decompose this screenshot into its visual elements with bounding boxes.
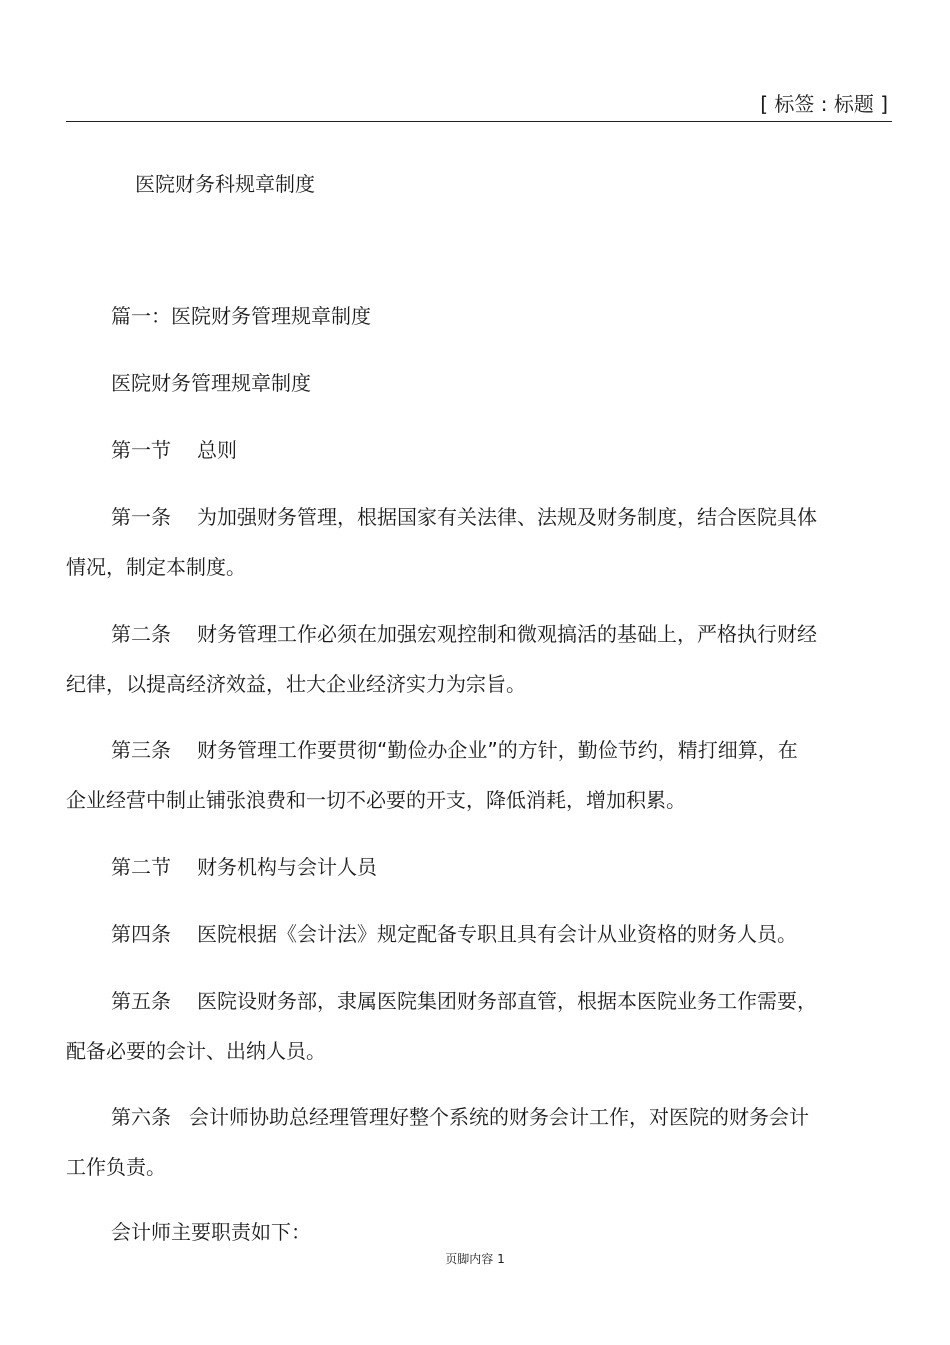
article-text: 财务管理工作要贯彻“勤俭办企业”的方针，勤俭节约，精打细算，在 (197, 738, 798, 762)
section-2-heading (111, 851, 377, 880)
page-header-tag: [ 标签 : 标题 ] (760, 92, 888, 116)
article-text: 医院设财务部，隶属医院集团财务部直管，根据本医院业务工作需要， (197, 989, 817, 1013)
page-footer: 页脚内容 1 (445, 1252, 505, 1266)
article-num: 第四条 (111, 922, 171, 946)
header-rule (66, 121, 892, 122)
document-title: 医院财务科规章制度 (135, 172, 315, 196)
article-text: 为加强财务管理，根据国家有关法律、法规及财务制度，结合医院具体 (197, 505, 817, 529)
article-6 (111, 1101, 809, 1130)
part-heading: 篇一：医院财务管理规章制度 (111, 304, 371, 328)
article-text: 医院根据《会计法》规定配备专职且具有会计从业资格的财务人员。 (197, 922, 797, 946)
article-2 (111, 618, 817, 647)
article-1 (111, 501, 817, 530)
article-num: 第五条 (111, 989, 171, 1013)
article-5-cont: 配备必要的会计、出纳人员。 (66, 1039, 326, 1063)
section-num: 第二节 (111, 855, 171, 879)
article-num: 第二条 (111, 622, 171, 646)
article-2-cont: 纪律，以提高经济效益，壮大企业经济实力为宗旨。 (66, 672, 526, 696)
article-text: 财务管理工作必须在加强宏观控制和微观搞活的基础上，严格执行财经 (197, 622, 817, 646)
article-3-cont: 企业经营中制止铺张浪费和一切不必要的开支，降低消耗，增加积累。 (66, 788, 686, 812)
article-3 (111, 734, 798, 763)
section-text: 财务机构与会计人员 (197, 855, 377, 879)
section-text: 总则 (197, 438, 237, 462)
sub-title: 医院财务管理规章制度 (111, 371, 311, 395)
section-1-heading (111, 434, 237, 463)
article-num: 第六条 (111, 1105, 171, 1129)
duties-intro: 会计师主要职责如下： (111, 1220, 311, 1244)
article-4 (111, 918, 797, 947)
article-5 (111, 985, 817, 1014)
article-6-cont: 工作负责。 (66, 1155, 166, 1179)
section-num: 第一节 (111, 438, 171, 462)
article-num: 第一条 (111, 505, 171, 529)
article-num: 第三条 (111, 738, 171, 762)
article-1-cont: 情况，制定本制度。 (66, 555, 246, 579)
article-text: 会计师协助总经理管理好整个系统的财务会计工作，对医院的财务会计 (189, 1105, 809, 1129)
